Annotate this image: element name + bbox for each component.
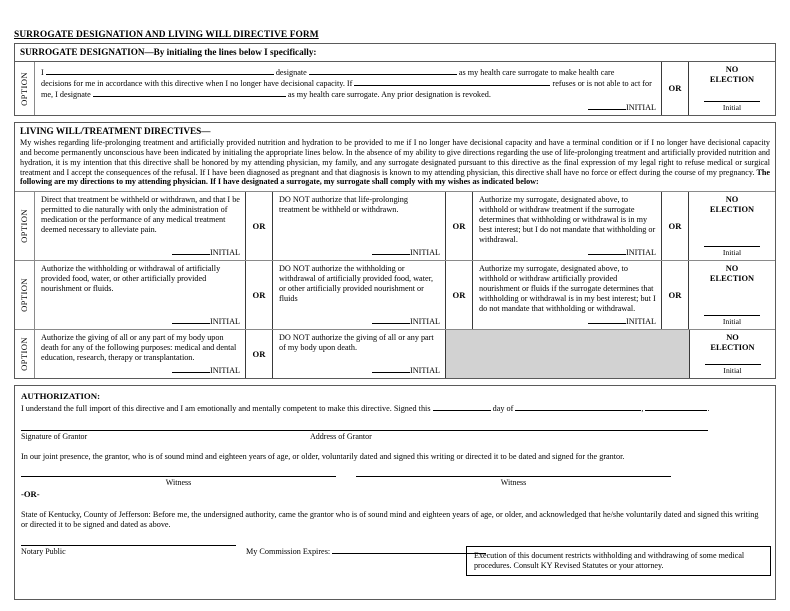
options-row-3-choice-2-initial[interactable]: [279, 363, 440, 376]
or-label-text-1c: OR: [668, 220, 682, 231]
options-row-3-choice-3-disabled: [445, 330, 689, 378]
surrogate-line2-post: refuses or is not able to act for: [552, 79, 652, 89]
surrogate-name-blank-1[interactable]: [46, 67, 274, 75]
options-table: [15, 191, 775, 378]
initial-blank[interactable]: [172, 247, 210, 255]
options-row-1-choice-1-initial[interactable]: [41, 245, 240, 258]
initial-label: INITIAL: [625, 317, 656, 327]
options-row-1-choice-1[interactable]: [35, 192, 245, 260]
or-label-text-2c: OR: [668, 289, 682, 300]
no-election-initial-rule[interactable]: [704, 315, 760, 316]
initial-blank[interactable]: [372, 316, 410, 324]
initial-label: INITIAL: [209, 366, 240, 376]
options-row-1-choice-3[interactable]: [473, 192, 661, 260]
no-election-line-1: NO: [725, 195, 739, 205]
no-election-initial-caption: Initial: [722, 316, 742, 326]
no-election-title-1: [710, 195, 754, 214]
surrogate-name-blank-3[interactable]: [354, 78, 550, 86]
surrogate-name-blank-4[interactable]: [93, 89, 286, 97]
authorization-statement-b: day of: [492, 403, 514, 413]
no-election-title-2: [710, 264, 754, 283]
or-separator-surrogate: [661, 62, 689, 115]
initial-label: INITIAL: [409, 317, 440, 327]
no-election-cell-row-2[interactable]: [689, 261, 775, 329]
options-row-2-choice-3-initial[interactable]: [479, 314, 656, 327]
or-label-text: OR: [668, 83, 682, 94]
living-will-heading: LIVING WILL/TREATMENT DIRECTIVES—: [20, 126, 211, 137]
surrogate-line1-pre: I: [41, 68, 44, 78]
option-label-surrogate: [15, 62, 35, 115]
options-row-2-choice-1-text: Authorize the withholding or withdrawal of artificially provided food, water, or other artificially provided nourishment or fluids.: [41, 264, 221, 294]
initial-blank[interactable]: [372, 365, 410, 373]
authorization-content: [15, 386, 775, 560]
authorization-statement-d: .: [707, 403, 710, 413]
authorization-statement-c: ,: [641, 403, 644, 413]
notary-block: [21, 545, 236, 557]
options-row-2-choice-2-text: DO NOT authorize the withholding or withdrawal of artificially provided food, water, or other artificially provided nourishment or fluids: [279, 264, 434, 304]
signature-row: [21, 430, 769, 442]
options-row-1-choice-3-text: Authorize my surrogate, designated above, to withhold or withdraw treatment if the surrogate determines that withholding or withdrawal is in my best interest; but I do not mandate that withholding or withdrawal.: [479, 195, 656, 245]
initial-blank[interactable]: [372, 247, 410, 255]
authorization-statement: [21, 403, 769, 414]
option-label-text-3: OPTION: [19, 337, 30, 372]
no-election-cell-surrogate[interactable]: [689, 62, 775, 115]
notary-public-caption: Notary Public: [21, 546, 66, 556]
surrogate-initial-blank[interactable]: [588, 102, 626, 110]
surrogate-line-3: [41, 89, 656, 100]
no-election-initial-rule[interactable]: [705, 364, 761, 365]
options-row-3-choice-1[interactable]: [35, 330, 245, 378]
surrogate-designation-section: [14, 43, 776, 116]
signature-captions: [21, 431, 769, 442]
no-election-line-1: NO: [725, 65, 739, 75]
initial-label: INITIAL: [209, 317, 240, 327]
option-label-row-1: [15, 192, 35, 260]
no-election-line-2: ELECTION: [709, 74, 755, 84]
witness-row: [21, 476, 769, 488]
living-will-body: [20, 138, 770, 187]
options-row-1-choice-1-text: Direct that treatment be withheld or withdrawn, and that I be permitted to die naturally with only the administration of medication or the performance of any medical treatment deemed necessary to alleviate pain.: [41, 195, 240, 235]
commission-expires-blank[interactable]: [332, 546, 486, 554]
or-separator-3a: [245, 330, 273, 378]
or-label-text-2a: OR: [252, 289, 266, 300]
living-will-intro: [15, 123, 775, 191]
or-separator-1c: [661, 192, 689, 260]
signed-year-blank[interactable]: [645, 403, 710, 413]
surrogate-designation-cell[interactable]: [35, 62, 661, 115]
surrogate-line-2: [41, 78, 656, 89]
no-election-title: [710, 65, 754, 84]
commission-expires-label: My Commission Expires:: [246, 546, 331, 556]
no-election-initial-caption: Initial: [723, 365, 742, 375]
or-separator-2a: [245, 261, 273, 329]
no-election-title-3: [710, 333, 754, 352]
option-label-row-3: [15, 330, 35, 378]
witness-block-1: [21, 476, 336, 488]
surrogate-line1-mid: designate: [275, 68, 307, 78]
no-election-initial-rule[interactable]: [704, 246, 760, 247]
initial-label: INITIAL: [625, 248, 656, 258]
options-row-3-choice-2[interactable]: [273, 330, 445, 378]
options-row-1-choice-2[interactable]: [273, 192, 445, 260]
options-row-1-choice-2-initial[interactable]: [279, 245, 440, 258]
living-will-section: [14, 122, 776, 379]
surrogate-line2-pre: decisions for me in accordance with this directive when I no longer have decisional capacity. If: [41, 79, 353, 89]
options-row-2-choice-3-text: Authorize my surrogate, designated above, to withhold or withdraw artificially provided nourishment or fluids if the surrogate determines that withholding or withdrawal is in my best interest; but I do not mandate that withholding or withdrawal.: [479, 264, 656, 314]
options-row-1: [15, 192, 775, 260]
surrogate-line3-pre: me, I designate: [41, 90, 91, 100]
commission-block: [236, 546, 486, 557]
initial-blank[interactable]: [172, 316, 210, 324]
joint-presence-statement: In our joint presence, the grantor, who is of sound mind and eighteen years of age, or older, voluntarily dated and signed this writing or directed it to be dated and signed for the grantor.: [21, 451, 625, 461]
option-label-text-2: OPTION: [19, 278, 30, 313]
no-election-line-1: NO: [726, 333, 739, 343]
witness-block-2: [356, 476, 671, 488]
options-row-2-choice-1[interactable]: [35, 261, 245, 329]
no-election-cell-row-3[interactable]: [689, 330, 775, 378]
surrogate-initial-line[interactable]: [41, 100, 656, 113]
authorization-section: [14, 385, 776, 600]
or-separator-1b: [445, 192, 473, 260]
or-label-text-1a: OR: [252, 220, 266, 231]
or-label-text-2b: OR: [452, 289, 466, 300]
no-election-initial-rule[interactable]: [704, 101, 760, 102]
options-row-1-choice-2-text: DO NOT authorize that life-prolonging treatment be withheld or withdrawn.: [279, 195, 408, 215]
execution-note-box: [466, 546, 771, 576]
initial-blank[interactable]: [172, 365, 210, 373]
no-election-initial-group-2[interactable]: [704, 315, 760, 326]
no-election-initial-group-1[interactable]: [704, 246, 760, 257]
no-election-cell-row-1[interactable]: [689, 192, 775, 260]
authorization-title: AUTHORIZATION:: [21, 391, 101, 402]
witness-caption-1: Witness: [165, 477, 192, 487]
initial-label: INITIAL: [409, 248, 440, 258]
options-row-2: [15, 260, 775, 329]
no-election-line-2: ELECTION: [709, 204, 755, 214]
or-label-text-1b: OR: [452, 220, 466, 231]
surrogate-line1-post: as my health care surrogate to make health care: [458, 68, 615, 78]
surrogate-designation-heading: SURROGATE DESIGNATION—By initialing the lines below I specifically:: [15, 44, 775, 62]
options-row-2-choice-3[interactable]: [473, 261, 661, 329]
signed-month-blank[interactable]: [515, 403, 644, 413]
options-row-3-choice-1-initial[interactable]: [41, 363, 240, 376]
surrogate-line3-post: as my health care surrogate. Any prior designation is revoked.: [287, 90, 491, 100]
options-row-3: [15, 329, 775, 378]
execution-note-text: Execution of this document restricts withholding and withdrawing of some medical procedures. Consult KY Revised Statutes or your attorney.: [474, 550, 745, 570]
no-election-initial-caption: Initial: [722, 102, 742, 112]
no-election-line-2: ELECTION: [710, 342, 755, 352]
or-separator-2b: [445, 261, 473, 329]
options-row-1-choice-3-initial[interactable]: [479, 245, 656, 258]
surrogate-initial-label: INITIAL: [625, 103, 656, 113]
surrogate-designation-row: [15, 62, 775, 115]
initial-blank[interactable]: [588, 316, 626, 324]
initial-label: INITIAL: [409, 366, 440, 376]
options-row-2-choice-2[interactable]: [273, 261, 445, 329]
no-election-line-1: NO: [725, 264, 739, 274]
no-election-line-2: ELECTION: [709, 273, 755, 283]
options-row-3-choice-2-text: DO NOT authorize the giving of all or any part of my body upon death.: [279, 333, 434, 353]
signature-of-grantor-caption: Signature of Grantor: [21, 431, 88, 441]
no-election-initial-group-3[interactable]: [705, 364, 761, 375]
option-label-text-1: OPTION: [19, 209, 30, 244]
options-row-3-choice-1-text: Authorize the giving of all or any part of my body upon death for any of the following purposes: medical and dental education, research, therapy or transplantation.: [41, 333, 237, 363]
address-of-grantor-caption: Address of Grantor: [310, 431, 372, 441]
option-label-row-2: [15, 261, 35, 329]
or-separator-1a: [245, 192, 273, 260]
option-label-text: OPTION: [19, 71, 30, 106]
options-row-2-choice-2-initial[interactable]: [279, 314, 440, 327]
no-election-initial-caption: Initial: [722, 247, 742, 257]
surrogate-line-1: [41, 67, 656, 78]
page-title: SURROGATE DESIGNATION AND LIVING WILL DIRECTIVE FORM: [14, 30, 319, 40]
initial-label: INITIAL: [209, 248, 240, 258]
living-will-body-bold: The following are my directions to my attending physician. If I have designated a surrogate, my surrogate shall comply with my wishes as indicated below:: [20, 167, 770, 187]
witness-caption-2: Witness: [500, 477, 527, 487]
no-election-initial-group[interactable]: [704, 101, 760, 112]
options-row-2-choice-1-initial[interactable]: [41, 314, 240, 327]
initial-blank[interactable]: [588, 247, 626, 255]
signed-day-blank[interactable]: [433, 403, 491, 411]
living-will-body-normal: My wishes regarding life-prolonging treatment and artificially provided nutrition and hydration to be provided to me if I no longer have decisional capacity and have a terminal condition or if I no longer have decisional capacity and become permanently unconscious have been indicated by initialing the appropriate lines below. In the absence of my ability to give directions regarding the use of life-prolonging treatment and artificially provided nutrition and hydration, it is my intention that this directive shall be honored by my attending physician, my family, and any surrogate designated pursuant to this directive as the final expression of my legal right to refuse medical or surgical treatment and I accept the consequences of the refusal. If I have been diagnosed as pregnant and that diagnosis is known to my attending physician, this directive shall have no force or effect during the course of my pregnancy.: [20, 138, 770, 177]
or-label-text-3a: OR: [252, 348, 266, 359]
or-separator-2c: [661, 261, 689, 329]
surrogate-name-blank-2[interactable]: [309, 67, 457, 75]
or-divider-label: -OR-: [21, 489, 40, 500]
authorization-statement-a: I understand the full import of this directive and I am emotionally and mentally competent to make this directive. Signed this: [21, 403, 431, 413]
notary-statement: State of Kentucky, County of Jefferson: Before me, the undersigned authority, came the grantor who is of sound mind and eighteen years of age, or older, and acknowledged that he/she voluntarily dated and signed this writing or directed it to be signed and dated as above.: [21, 509, 759, 529]
